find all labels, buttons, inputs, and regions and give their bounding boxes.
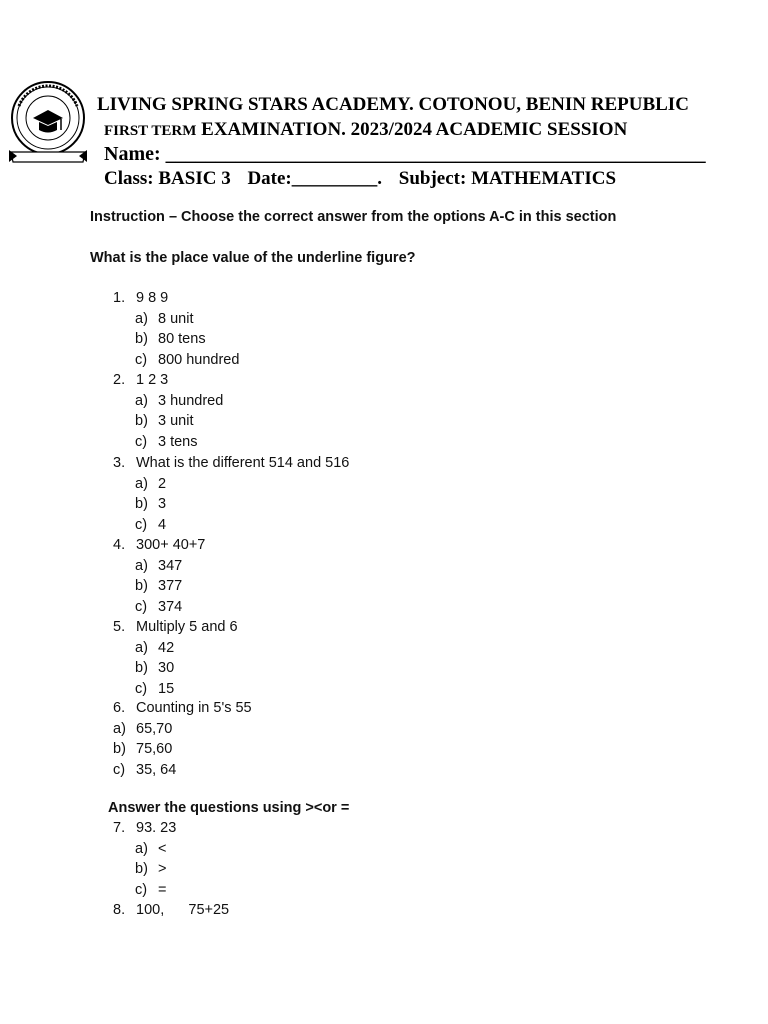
option-text: = — [158, 881, 167, 898]
name-line: Name: ______________________________________________________ — [104, 143, 706, 165]
option-letter: c) — [135, 351, 148, 368]
option-text: 65,70 — [136, 720, 173, 737]
term-label: FIRST TERM — [104, 123, 197, 139]
option-letter: c) — [135, 680, 148, 697]
question-number: 4. — [113, 537, 126, 553]
option-letter: c) — [113, 761, 126, 778]
option-letter: c) — [135, 598, 148, 615]
question-text: 100, 75+25 — [136, 902, 230, 918]
option-text: 15 — [158, 680, 175, 697]
question-number: 8. — [113, 902, 126, 918]
question-text: Counting in 5's 55 — [136, 700, 252, 716]
question-prompt: What is the place value of the underline figure? — [90, 250, 416, 266]
question-text: What is the different 514 and 516 — [136, 455, 350, 471]
question-number: 5. — [113, 619, 126, 635]
question-number: 2. — [113, 372, 126, 388]
option-text: > — [158, 861, 167, 877]
date-label: Date:_________. — [247, 168, 383, 189]
subject-label: Subject: MATHEMATICS — [398, 168, 617, 189]
option-text: 35, 64 — [136, 761, 177, 778]
option-letter: c) — [135, 433, 148, 450]
question-number: 1. — [113, 290, 126, 306]
option-text: 800 hundred — [158, 351, 240, 368]
option-text: 3 hundred — [158, 392, 224, 409]
option-text: 3 — [158, 496, 167, 512]
question-number: 7. — [113, 820, 126, 836]
question-text: 93. 23 — [136, 820, 177, 836]
option-letter: a) — [113, 720, 126, 737]
option-letter: b) — [135, 578, 148, 594]
option-text: 2 — [158, 475, 167, 492]
option-text: 377 — [158, 578, 183, 594]
option-letter: c) — [135, 516, 148, 533]
option-text: 3 unit — [158, 413, 194, 429]
option-text: 4 — [158, 516, 167, 533]
question-number: 3. — [113, 455, 126, 471]
option-letter: b) — [135, 413, 148, 429]
option-letter: a) — [135, 392, 148, 409]
question-text: Multiply 5 and 6 — [136, 619, 238, 635]
question-text: 1 2 3 — [136, 372, 169, 388]
option-letter: b) — [135, 496, 148, 512]
option-letter: c) — [135, 881, 148, 898]
option-letter: a) — [135, 639, 148, 656]
option-letter: a) — [135, 475, 148, 492]
option-letter: a) — [135, 557, 148, 574]
exam-title — [104, 119, 627, 141]
school-title: LIVING SPRING STARS ACADEMY. COTONOU, BENIN REPUBLIC — [97, 94, 689, 115]
option-text: 42 — [158, 639, 175, 656]
option-letter: a) — [135, 310, 148, 327]
option-text: 347 — [158, 557, 183, 574]
question-number: 6. — [113, 700, 126, 716]
option-letter: a) — [135, 840, 148, 857]
option-text: 75,60 — [136, 741, 173, 757]
option-text: 80 tens — [158, 331, 206, 347]
exam-session: EXAMINATION. 2023/2024 ACADEMIC SESSION — [201, 119, 628, 140]
option-letter: b) — [113, 741, 126, 757]
question-text: 300+ 40+7 — [136, 537, 206, 553]
school-logo-icon — [5, 78, 91, 168]
option-text: 30 — [158, 660, 175, 676]
section-title: Answer the questions using ><or = — [108, 800, 350, 816]
option-letter: b) — [135, 660, 148, 676]
question-text: 9 8 9 — [136, 290, 169, 306]
option-text: 8 unit — [158, 310, 194, 327]
option-letter: b) — [135, 861, 148, 877]
option-text: < — [158, 840, 167, 857]
class-date-subject-line — [104, 168, 628, 190]
option-text: 3 tens — [158, 433, 198, 450]
instruction-text: Instruction – Choose the correct answer from the options A-C in this section — [90, 209, 617, 225]
option-text: 374 — [158, 598, 183, 615]
class-label: Class: BASIC 3 — [104, 168, 231, 189]
option-letter: b) — [135, 331, 148, 347]
